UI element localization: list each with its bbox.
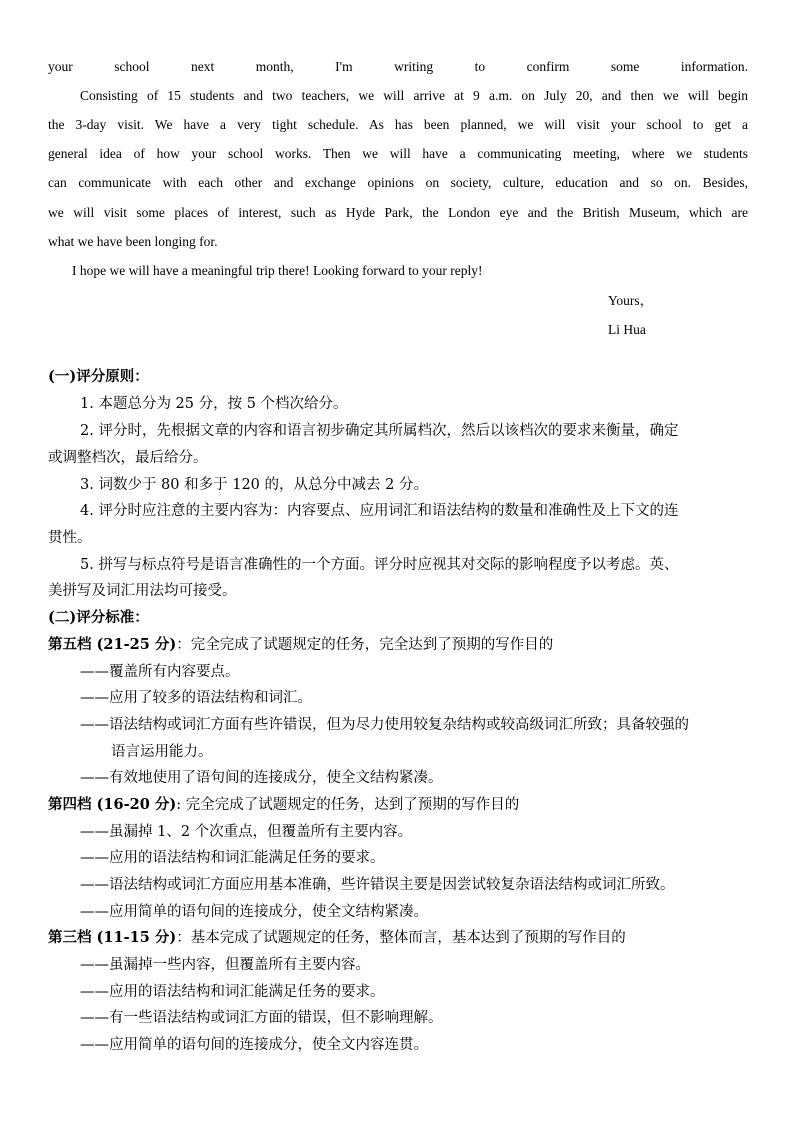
letter-line: your school next month, I'm writing to confirm some information.	[48, 59, 748, 74]
standards-heading: (二)评分标准：	[48, 609, 149, 626]
grade-5-item: ——有效地使用了语句间的连接成分，使全文结构紧凑。	[80, 770, 443, 786]
grade-4-item: ——语法结构或词汇方面应用基本准确，些许错误主要是因尝试较复杂语法结构或词汇所致。	[80, 877, 675, 893]
grade-5-label: 第五档 (21-25 分)	[48, 636, 177, 653]
letter-line: we will visit some places of interest, such as Hyde Park, the London eye and the British Museum, which are	[48, 205, 748, 220]
principle-line: 2. 评分时，先根据文章的内容和语言初步确定其所属档次，然后以该档次的要求来衡量，确定	[80, 423, 679, 439]
letter-line: general idea of how your school works. Then we will have a communicating meeting, where we students	[48, 146, 748, 161]
principles-heading: (一)评分原则：	[48, 368, 149, 385]
grade-4-item: ——应用简单的语句间的连接成分，使全文结构紧凑。	[80, 904, 428, 920]
grade-4-header	[48, 792, 748, 819]
principle-line: 贯性。	[48, 530, 92, 546]
letter-signature: Li Hua	[608, 322, 646, 337]
grade-5-item-continued: 语言运用能力。	[111, 744, 213, 760]
section-heading-principles	[48, 364, 748, 391]
principle-line: 美拼写及词汇用法均可接受。	[48, 583, 237, 599]
grade-3-item: ——有一些语法结构或词汇方面的错误，但不影响理解。	[80, 1010, 443, 1026]
grade-4-desc: : 完全完成了试题规定的任务，达到了预期的写作目的	[176, 797, 520, 813]
principle-line: 3. 词数少于 80 和多于 120 的，从总分中减去 2 分。	[80, 477, 428, 493]
grade-3-desc: ：基本完成了试题规定的任务，整体而言，基本达到了预期的写作目的	[176, 930, 626, 946]
grade-4-label: 第四档 (16-20 分)	[48, 796, 177, 813]
letter-closing: Yours，	[608, 293, 654, 308]
principle-line: 4. 评分时应注意的主要内容为：内容要点、应用词汇和语法结构的数量和准确性及上下文的连	[80, 503, 679, 519]
grade-3-header	[48, 925, 748, 952]
section-heading-standards	[48, 605, 748, 632]
principle-line: 或调整档次，最后给分。	[48, 450, 208, 466]
grade-4-item: ——虽漏掉 1、2 个次重点，但覆盖所有主要内容。	[80, 824, 413, 840]
principle-line: 1. 本题总分为 25 分，按 5 个档次给分。	[80, 396, 348, 412]
grade-3-item: ——虽漏掉一些内容，但覆盖所有主要内容。	[80, 957, 370, 973]
letter-line: what we have been longing for.	[48, 234, 218, 249]
grade-5-desc: ：完全完成了试题规定的任务，完全达到了预期的写作目的	[176, 637, 554, 653]
grade-3-label: 第三档 (11-15 分)	[48, 929, 177, 946]
grade-5-item: ——语法结构或词汇方面有些许错误，但为尽力使用较复杂结构或较高级词汇所致；具备较强的	[80, 717, 689, 733]
grade-5-header	[48, 632, 748, 659]
grade-5-item: ——覆盖所有内容要点。	[80, 664, 240, 680]
letter-line: the 3-day visit. We have a very tight schedule. As has been planned, we will visit your school to get a	[48, 117, 748, 132]
letter-line: can communicate with each other and exchange opinions on society, culture, education and so on. Besides,	[48, 175, 748, 190]
grade-5-item: ——应用了较多的语法结构和词汇。	[80, 690, 312, 706]
grade-4-item: ——应用的语法结构和词汇能满足任务的要求。	[80, 850, 385, 866]
letter-line: Consisting of 15 students and two teachers, we will arrive at 9 a.m. on July 20, and then we will begin	[80, 88, 748, 103]
letter-line: I hope we will have a meaningful trip there! Looking forward to your reply!	[72, 263, 483, 278]
principle-line: 5. 拼写与标点符号是语言准确性的一个方面。评分时应视其对交际的影响程度予以考虑。英、	[80, 557, 679, 573]
grade-3-item: ——应用简单的语句间的连接成分，使全文内容连贯。	[80, 1037, 428, 1053]
grade-3-item: ——应用的语法结构和词汇能满足任务的要求。	[80, 984, 385, 1000]
